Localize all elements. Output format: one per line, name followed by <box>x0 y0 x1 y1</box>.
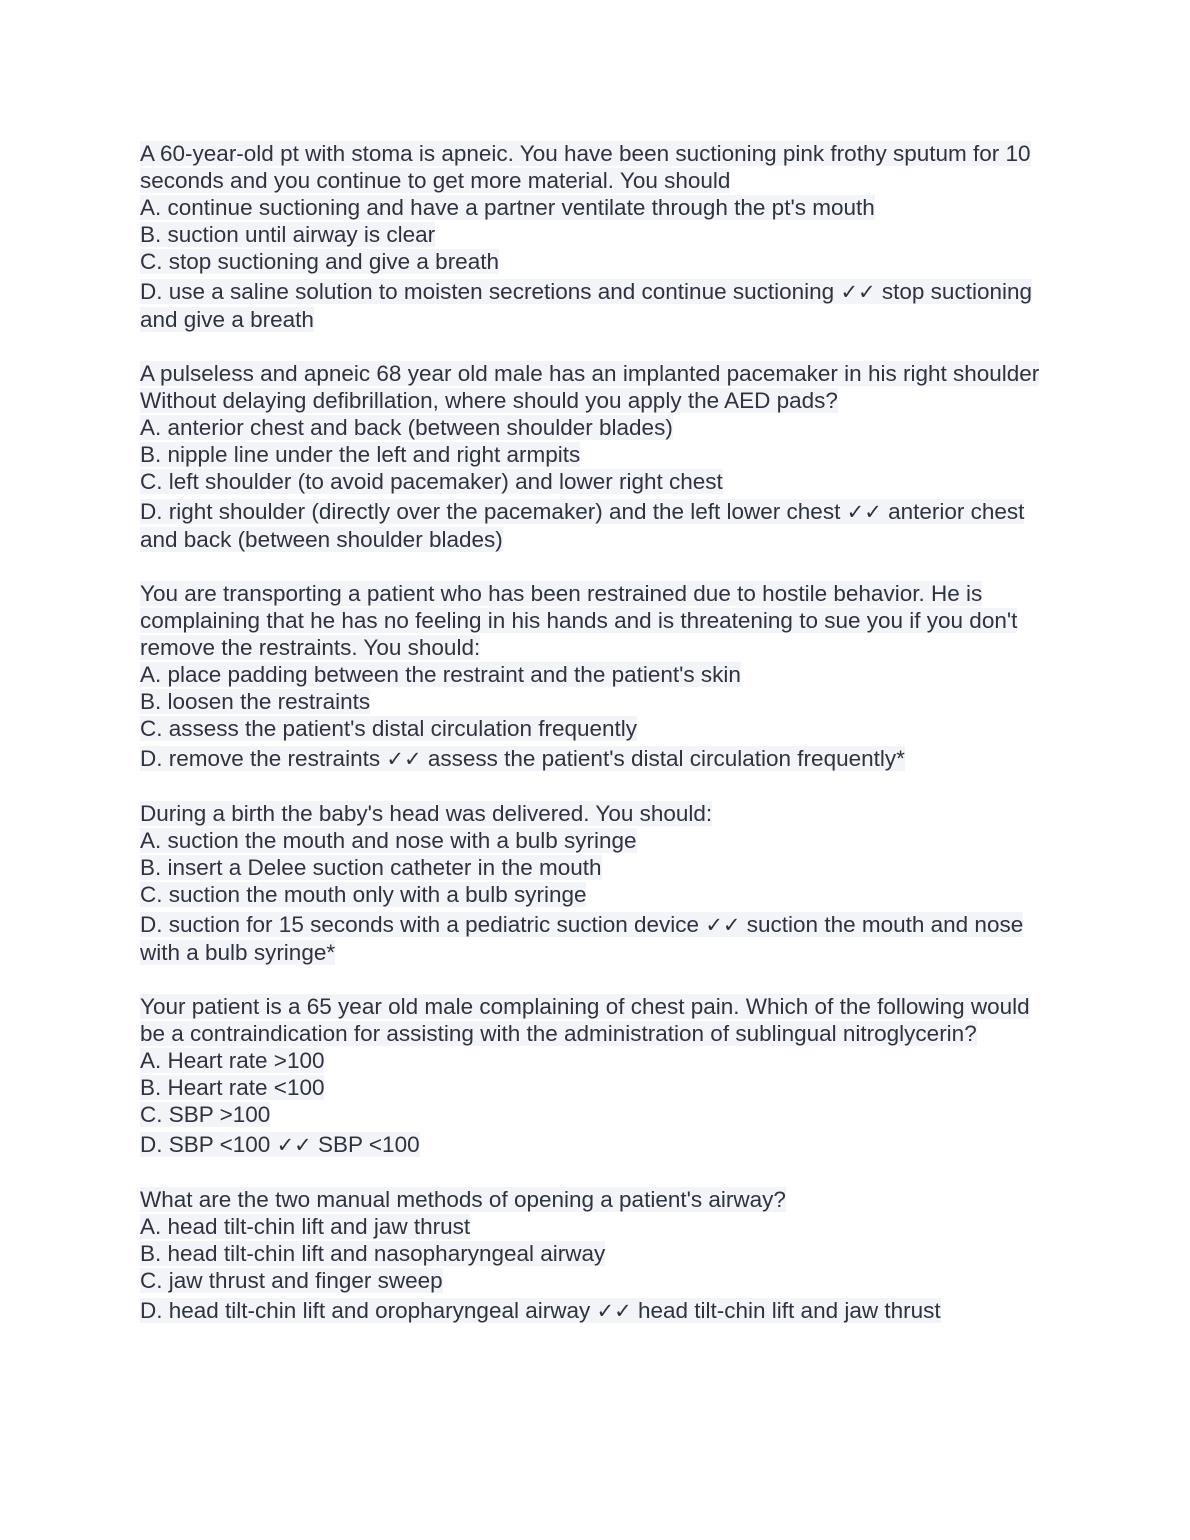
option-text: C. SBP >100 <box>140 1102 271 1127</box>
option-text: B. head tilt-chin lift and nasopharyngeal airway <box>140 1241 606 1266</box>
option-text: C. suction the mouth only with a bulb syringe <box>140 882 587 907</box>
option-text: B. suction until airway is clear <box>140 222 436 247</box>
option-text: B. loosen the restraints <box>140 689 371 714</box>
option-b <box>140 1240 1060 1267</box>
option-text: A. continue suctioning and have a partner ventilate through the pt's mouth <box>140 195 875 220</box>
option-c <box>140 248 1060 275</box>
question-2 <box>140 360 1060 553</box>
option-d-with-answer <box>140 908 1060 966</box>
option-a <box>140 414 1060 441</box>
double-check-icon: ✓✓ <box>596 1299 632 1323</box>
option-d-text: D. right shoulder (directly over the pacemaker) and the left lower chest <box>140 499 841 524</box>
option-c <box>140 1267 1060 1294</box>
question-6 <box>140 1186 1060 1325</box>
option-b <box>140 1074 1060 1101</box>
option-a <box>140 1213 1060 1240</box>
option-d-text: D. suction for 15 seconds with a pediatric suction device <box>140 912 700 937</box>
question-1 <box>140 140 1060 333</box>
answer-text: assess the patient's distal circulation frequently* <box>427 746 905 771</box>
option-d-with-answer <box>140 275 1060 333</box>
option-text: A. suction the mouth and nose with a bulb syringe <box>140 828 637 853</box>
double-check-icon: ✓✓ <box>705 913 741 937</box>
question-stem-text: A 60-year-old pt with stoma is apneic. You have been suctioning pink frothy sputum for 10 seconds and you continue to get more material. You should <box>140 141 1031 193</box>
question-4 <box>140 800 1060 966</box>
option-d-with-answer <box>140 495 1060 553</box>
double-check-icon: ✓✓ <box>276 1133 312 1157</box>
option-text: B. Heart rate <100 <box>140 1075 325 1100</box>
answer-text: stop suctioning and give a breath <box>140 279 1033 332</box>
option-text: C. stop suctioning and give a breath <box>140 249 499 274</box>
option-b <box>140 688 1060 715</box>
question-stem <box>140 580 1060 661</box>
option-d-with-answer <box>140 742 1060 773</box>
option-d-text: D. SBP <100 <box>140 1132 271 1157</box>
option-text: A. place padding between the restraint and the patient's skin <box>140 662 741 687</box>
option-b <box>140 221 1060 248</box>
option-text: A. anterior chest and back (between shoulder blades) <box>140 415 673 440</box>
question-stem-text: You are transporting a patient who has been restrained due to hostile behavior. He is complaining that he has no feeling in his hands and is threatening to sue you if you don't remove the restraints. You should: <box>140 581 1018 660</box>
option-b <box>140 441 1060 468</box>
option-d-text: D. head tilt-chin lift and oropharyngeal airway <box>140 1298 591 1323</box>
answer-text: suction the mouth and nose with a bulb syringe* <box>140 912 1024 965</box>
option-a <box>140 1047 1060 1074</box>
question-5 <box>140 993 1060 1159</box>
option-d-text: D. remove the restraints <box>140 746 381 771</box>
question-stem-text: During a birth the baby's head was delivered. You should: <box>140 801 713 826</box>
option-text: C. jaw thrust and finger sweep <box>140 1268 443 1293</box>
option-a <box>140 827 1060 854</box>
double-check-icon: ✓✓ <box>840 280 876 304</box>
option-a <box>140 194 1060 221</box>
question-stem <box>140 800 1060 827</box>
option-c <box>140 881 1060 908</box>
option-c <box>140 468 1060 495</box>
question-stem <box>140 140 1060 194</box>
option-c <box>140 1101 1060 1128</box>
option-a <box>140 661 1060 688</box>
option-text: A. head tilt-chin lift and jaw thrust <box>140 1214 471 1239</box>
option-d-text: D. use a saline solution to moisten secretions and continue suctioning <box>140 279 835 304</box>
question-stem <box>140 360 1060 414</box>
document-body <box>140 140 1060 1352</box>
option-d-with-answer <box>140 1294 1060 1325</box>
double-check-icon: ✓✓ <box>386 747 422 771</box>
option-text: C. assess the patient's distal circulation frequently <box>140 716 638 741</box>
option-text: B. nipple line under the left and right armpits <box>140 442 581 467</box>
double-check-icon: ✓✓ <box>846 500 882 524</box>
answer-text: anterior chest and back (between shoulder blades) <box>140 499 1025 552</box>
answer-text: head tilt-chin lift and jaw thrust <box>637 1298 941 1323</box>
question-3 <box>140 580 1060 773</box>
option-text: A. Heart rate >100 <box>140 1048 325 1073</box>
option-d-with-answer <box>140 1128 1060 1159</box>
question-stem-text: Your patient is a 65 year old male complaining of chest pain. Which of the following would be a contraindication for assisting with the administration of sublingual nitroglycerin? <box>140 994 1030 1046</box>
option-b <box>140 854 1060 881</box>
answer-text: SBP <100 <box>318 1132 420 1157</box>
question-stem <box>140 993 1060 1047</box>
question-stem-text: A pulseless and apneic 68 year old male has an implanted pacemaker in his right shoulder Without delaying defibrillation, where should you apply the AED pads? <box>140 361 1040 413</box>
option-text: C. left shoulder (to avoid pacemaker) and lower right chest <box>140 469 723 494</box>
question-stem-text: What are the two manual methods of opening a patient's airway? <box>140 1187 786 1212</box>
question-stem <box>140 1186 1060 1213</box>
option-text: B. insert a Delee suction catheter in the mouth <box>140 855 602 880</box>
option-c <box>140 715 1060 742</box>
